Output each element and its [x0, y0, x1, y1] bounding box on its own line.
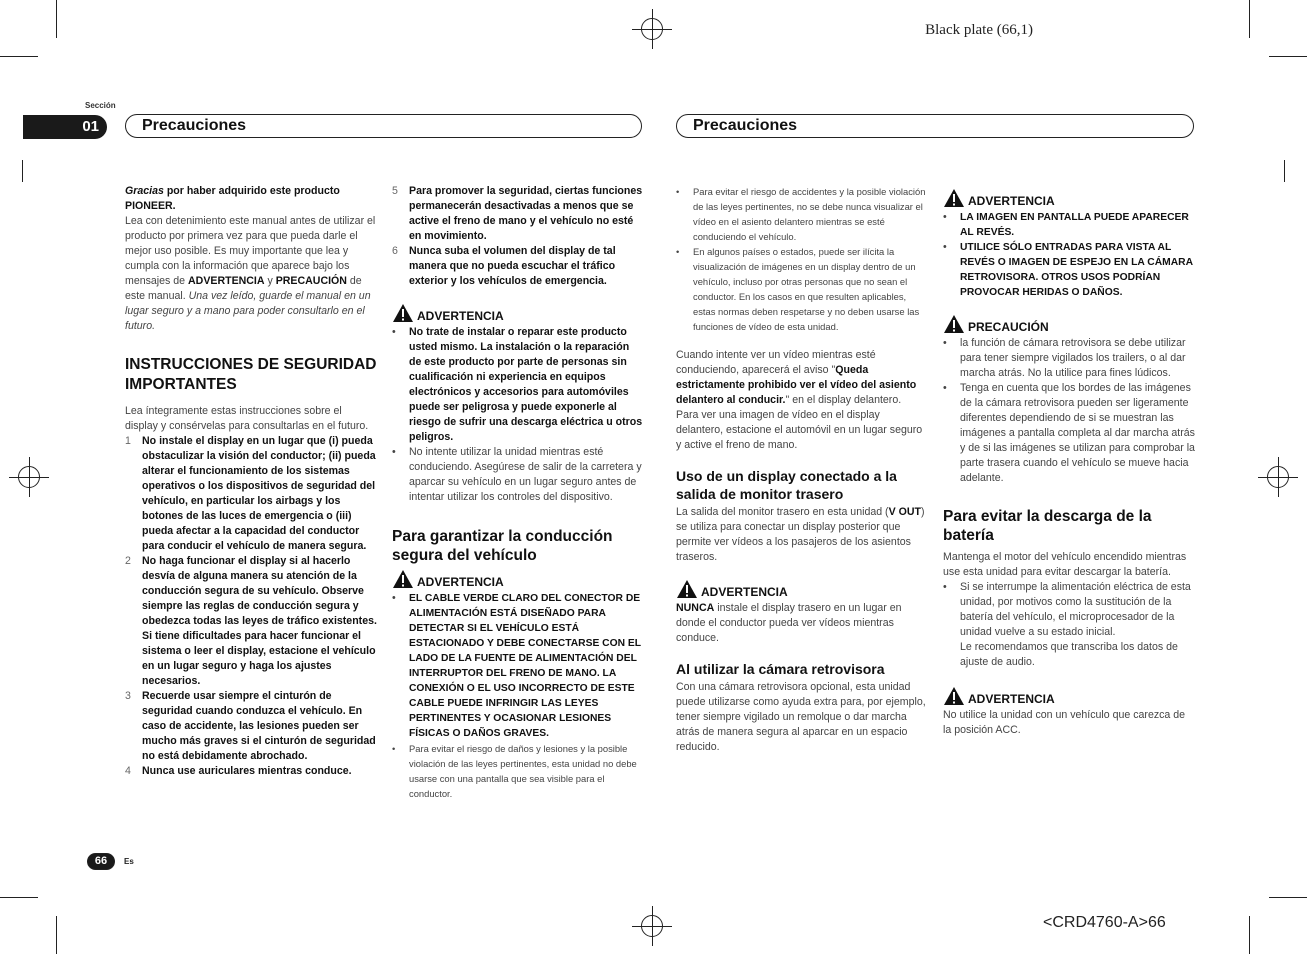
caution-bullet: Tenga en cuenta que los bordes de las imágenes de la cámara retrovisora pueden ser ligeramente diferentes dependiendo de si se muestran las imágenes a pantalla completa al dar marcha atrás y de si las imágenes se utilizan para comprobar la parte trasera cuando el vehículo se mueve hacia adelante. [960, 382, 1195, 484]
intro-text: Lea con detenimiento este manual antes de utilizar el producto por primera vez para que pueda darle el mejor uso posible. Es muy importante que lea y cumpla con la información que aparece bajo los mensajes de [125, 215, 376, 287]
item-text: No haga funcionar el display si al hacerlo desvía de alguna manera su atención de la conducción segura de su vehículo. Observe siempre las reglas de conducción segura y obedezca todas las leyes de tráfico existentes. Si tiene dificultades para hacer funcionar el sistema o leer el display, estacione el vehículo en un lugar seguro y haga los ajustes necesarios. [142, 555, 377, 687]
warning-bold: NUNCA [676, 602, 715, 614]
header-right [676, 114, 1194, 138]
column-1 [125, 184, 377, 779]
warning-bullet: EL CABLE VERDE CLARO DEL CONECTOR DE ALIMENTACIÓN ESTÁ DISEÑADO PARA DETECTAR SI EL VEHÍCULO ESTÁ ESTACIONADO Y DEBE CONECTARSE CON EL LADO DE LA FUENTE DE ALIMENTACIÓN DEL INTERRUPTOR DEL FRENO DE MANO. LA CONEXIÓN O EL USO INCORRECTO DE ESTE CABLE PUEDE INFRINGIR LAS LEYES PERTINENTES Y OCASIONAR LESIONES FÍSICAS O DAÑOS GRAVES. [409, 593, 641, 739]
paragraph-text: Con una cámara retrovisora opcional, esta unidad puede utilizarse como ayuda extra para, por ejemplo, tener siempre vigilado un remolque o dar marcha atrás de manera segura al aparcar en un espacio reducido. [676, 681, 926, 753]
warning-bullet: Para evitar el riesgo de daños y lesiones y la posible violación de las leyes pertinentes, esta unidad no debe usarse con una pantalla que sea visible para el conductor. [409, 743, 637, 799]
header-right-title: Precauciones [693, 117, 798, 134]
warning-text: No utilice la unidad con un vehículo que carezca de la posición ACC. [943, 709, 1186, 736]
warning-label: ADVERTENCIA [968, 194, 1055, 208]
warning-text: instale el display trasero en un lugar en donde el conductor pueda ver vídeos mientras conduce. [676, 602, 902, 644]
caution-label: PRECAUCIÓN [968, 320, 1049, 334]
item-number: 1 [125, 435, 131, 447]
intro-thanks: Gracias [125, 185, 164, 197]
warning-icon [676, 579, 698, 599]
warning-label: ADVERTENCIA [968, 692, 1055, 706]
crop-mark [22, 160, 23, 182]
warning-bullet: LA IMAGEN EN PANTALLA PUEDE APARECER AL REVÉS. [960, 212, 1189, 238]
section-number: 01 [82, 118, 99, 135]
item-text: Nunca suba el volumen del display de tal manera que no pueda escuchar el tráfico exterior y los vehículos de emergencia. [409, 245, 616, 287]
item-text: Recuerde usar siempre el cinturón de seguridad cuando conduzca el vehículo. En caso de accidente, las lesiones pueden ser mucho más graves si el cinturón de seguridad no está debidamente abrochado. [142, 690, 376, 762]
safety-lead: Lea íntegramente estas instrucciones sobre el display y consérvelas para consultarlas en el futuro. [125, 405, 369, 432]
numbered-item [125, 554, 377, 689]
item-number: 2 [125, 555, 131, 567]
header-left-title: Precauciones [142, 117, 247, 134]
crop-mark [1284, 160, 1285, 182]
column-4: ADVERTENCIA • LA IMAGEN EN PANTALLA PUEDE APARECER AL REVÉS. • UTILICE SÓLO ENTRADAS PARA VISTA AL REVÉS O IMAGEN DE ESPEJO EN LA CÁMARA RETROVISORA. OTROS USOS PODRÍAN PROVOCAR HERIDAS O DAÑOS. PRECAUCIÓN • la función de cámara retrovisora se debe utilizar para tener siempre vigilados los trailers, o al dar marcha atrás. No la utilice para fines lúdicos. • Tenga en cuenta que los bordes de las imágenes de la cámara retrovisora pueden ser ligeramente diferentes dependiendo de si se muestran las imágenes a pantalla completa al dar marcha atrás y de si las imágenes se utilizan para comprobar la parte trasera cuando el vehículo se mueve hacia adelante. Para evitar la descarga de la batería Mantenga el motor del vehículo encendido mientras use esta unidad para evitar descargar la batería. • Si se interrumpe la alimentación eléctrica de esta unidad, por motivos como la sustitución de la batería del vehículo, el microprocesador de la unidad vuelve a su estado inicial. Le recomendamos que transcriba los datos de ajuste de audio. ADVERTENCIA No utilice la unidad con un vehículo que carezca de la posición ACC. [943, 188, 1195, 738]
crop-mark [1269, 897, 1307, 898]
item-text: Nunca use auriculares mientras conduce. [142, 765, 352, 777]
heading-rear-display: Uso de un display conectado a la salida de monitor trasero [676, 468, 897, 502]
warning-block-1 [392, 303, 644, 323]
warning-block-3 [676, 579, 926, 599]
plate-label: Black plate (66,1) [925, 22, 1033, 38]
paragraph-bold: Queda estrictamente prohibido ver el vídeo del asiento delantero al conducir. [676, 364, 917, 406]
intro-text-and: y [264, 275, 276, 287]
paragraph-text: ) se utiliza para conectar un display posterior que permite ver vídeos a los pasajeros de los asientos traseros. [676, 506, 925, 563]
language-code: Es [124, 857, 134, 866]
warning-label: ADVERTENCIA [417, 575, 504, 589]
crop-mark [1269, 56, 1307, 57]
caution-bullet: la función de cámara retrovisora se debe utilizar para tener siempre vigilados los trailers, o al dar marcha atrás. No la utilice para fines lúdicos. [960, 337, 1186, 379]
warning-bullet: No trate de instalar o reparar este producto usted mismo. La instalación o la reparación de este producto por parte de personas sin cualificación ni experiencia en equipos electrónicos y accesorios para automóviles puede ser peligrosa y puede exponerle al riesgo de sufrir una descarga eléctrica u otros peligros. [409, 326, 643, 443]
crop-mark [56, 0, 57, 38]
bullet-item: Si se interrumpe la alimentación eléctrica de esta unidad, por motivos como la sustitución de la batería del vehículo, el microprocesador de la unidad vuelve a su estado inicial. [960, 581, 1191, 638]
item-text: Para promover la seguridad, ciertas funciones permanecerán desactivadas a menos que se active el freno de mano y el vehículo no esté en movimiento. [409, 185, 643, 242]
item-number: 6 [392, 245, 398, 257]
column-3: • Para evitar el riesgo de accidentes y la posible violación de las leyes pertinentes, no se debe nunca visualizar el vídeo en el asiento delantero mientras se esté conduciendo el vehículo. • En algunos países o estados, puede ser ilícita la visualización de imágenes en un display dentro de un vehículo, incluso por otras personas que no sean el conductor. En los casos en que resulten aplicables, estas normas deben respetarse y no deben usarse las funciones de vídeo de esta unidad. Cuando intente ver un vídeo mientras esté conduciendo, aparecerá el aviso "Queda estrictamente prohibido ver el vídeo del asiento delantero al conducir." en el display delantero. Para ver una imagen de vídeo en el display delantero, estacione el automóvil en un lugar seguro y active el freno de mano. Uso de un display conectado a la salida de monitor trasero La salida del monitor trasero en esta unidad (V OUT) se utiliza para conectar un display posterior que permite ver vídeos a los pasajeros de los asientos traseros. ADVERTENCIA NUNCA instale el display trasero en un lugar en donde el conductor pueda ver vídeos mientras conduce. Al utilizar la cámara retrovisora Con una cámara retrovisora opcional, esta unidad puede utilizarse como ayuda extra para, por ejemplo, tener siempre vigilado un remolque o dar marcha atrás de manera segura al aparcar en un espacio reducido. [676, 186, 926, 753]
section-number-tab [23, 115, 107, 139]
heading-rear-camera: Al utilizar la cámara retrovisora [676, 661, 885, 677]
heading-battery: Para evitar la descarga de la batería [943, 508, 1152, 544]
crop-mark [1249, 0, 1250, 38]
column-2: 5 Para promover la seguridad, ciertas funciones permanecerán desactivadas a menos que se active el freno de mano y el vehículo no esté en movimiento. 6 Nunca suba el volumen del display de tal manera que no pueda escuchar el tráfico exterior y los vehículos de emergencia. ADVERTENCIA • No trate de instalar o reparar este producto usted mismo. La instalación o la reparación de este producto por parte de personas sin cualificación ni experiencia en equipos electrónicos y accesorios para automóviles puede ser peligrosa y puede exponerle al riesgo de sufrir una descarga eléctrica u otros peligros. • No intente utilizar la unidad mientras esté conduciendo. Asegúrese de salir de la carretera y aparcar su vehículo en un lugar seguro antes de intentar utilizar los controles del dispositivo. Para garantizar la conducción segura del vehículo ADVERTENCIA • EL CABLE VERDE CLARO DEL CONECTOR DE ALIMENTACIÓN ESTÁ DISEÑADO PARA DETECTAR SI EL VEHÍCULO ESTÁ ESTACIONADO Y DEBE CONECTARSE CON EL LADO DE LA FUENTE DE ALIMENTACIÓN DEL INTERRUPTOR DEL FRENO DE MANO. LA CONEXIÓN O EL USO INCORRECTO DE ESTE CABLE PUEDE INFRINGIR LAS LEYES PERTINENTES Y OCASIONAR LESIONES FÍSICAS O DAÑOS GRAVES. • Para evitar el riesgo de daños y lesiones y la posible violación de las leyes pertinentes, esta unidad no debe usarse con una pantalla que sea visible para el conductor. [392, 185, 643, 799]
paragraph-text: La salida del monitor trasero en esta unidad ( [676, 506, 889, 518]
crop-mark [1249, 916, 1250, 954]
intro-text-manual: de este manual. [125, 275, 362, 302]
section-label: Sección [85, 101, 116, 110]
paragraph-bold: V OUT [888, 506, 921, 518]
bullet-item: En algunos países o estados, puede ser ilícita la visualización de imágenes en un display dentro de un vehículo, incluso por otras personas que no sean el conductor. En los casos en que resulten aplicables, estas normas deben respetarse y no deben usarse las funciones de vídeo de esta unidad. [693, 246, 920, 332]
warning-label: ADVERTENCIA [417, 309, 504, 323]
warning-block-4 [943, 188, 1195, 208]
numbered-item [125, 689, 377, 764]
caution-icon [943, 314, 965, 334]
item-number: 4 [125, 765, 131, 777]
intro-thanks-rest: por haber adquirido este producto PIONEER. [125, 185, 340, 212]
item-number: 5 [392, 185, 398, 197]
heading-safety-instructions: INSTRUCCIONES DE SEGURIDAD IMPORTANTES [125, 356, 377, 393]
safety-list [125, 434, 377, 779]
page-number-badge [87, 853, 115, 870]
caution-block [943, 314, 1195, 334]
intro-caution-word: PRECAUCIÓN [275, 275, 347, 287]
crop-mark [0, 56, 38, 57]
paragraph-text: " en el display delantero. [785, 394, 902, 406]
numbered-item [125, 434, 377, 554]
bullet-item-note: Le recomendamos que transcriba los datos de ajuste de audio. [960, 641, 1178, 668]
document-code: <CRD4760-A>66 [1043, 914, 1166, 931]
item-text: No instale el display en un lugar que (i) pueda obstaculizar la visión del conductor; (ii) pueda alterar el funcionamiento de los sistemas operativos o los dispositivos de seguridad del vehículo, en particular los airbags y los botones de las luces de emergencia o (iii) pueda afectar a la capacidad del conductor para conducir el vehículo de manera segura. [142, 435, 376, 552]
numbered-item [125, 764, 377, 779]
warning-icon [392, 303, 414, 323]
warning-icon [392, 569, 414, 589]
crop-mark [56, 916, 57, 954]
registration-mark [632, 9, 672, 49]
bullet-item: Para evitar el riesgo de accidentes y la posible violación de las leyes pertinentes, no se debe nunca visualizar el vídeo en el asiento delantero mientras se esté conduciendo el vehículo. [693, 186, 926, 242]
warning-bullet: No intente utilizar la unidad mientras esté conduciendo. Asegúrese de salir de la carretera y aparcar su vehículo en un lugar seguro antes de intentar utilizar los controles del dispositivo. [409, 446, 642, 503]
paragraph-text: Mantenga el motor del vehículo encendido mientras use esta unidad para evitar descargar la batería. [943, 551, 1187, 578]
page-number: 66 [94, 855, 108, 867]
numbered-item [392, 244, 644, 289]
intro-warning-word: ADVERTENCIA [188, 275, 265, 287]
warning-icon [943, 686, 965, 706]
registration-mark [1258, 457, 1298, 497]
registration-mark [9, 457, 49, 497]
paragraph-text: Cuando intente ver un vídeo mientras esté conduciendo, aparecerá el aviso " [676, 349, 876, 376]
heading-safe-driving: Para garantizar la conducción segura del vehículo [392, 528, 613, 564]
warning-label: ADVERTENCIA [701, 585, 788, 599]
item-number: 3 [125, 690, 131, 702]
numbered-item [392, 184, 644, 244]
warning-bullet: UTILICE SÓLO ENTRADAS PARA VISTA AL REVÉS O IMAGEN DE ESPEJO EN LA CÁMARA RETROVISORA. OTROS USOS PODRÍAN PROVOCAR HERIDAS O DAÑOS. [960, 242, 1193, 298]
intro-text-keep: Una vez leído, guarde el manual en un lugar seguro y a mano para poder consultarlo en el futuro. [125, 290, 371, 332]
warning-block-2 [392, 569, 644, 589]
warning-icon [943, 188, 965, 208]
registration-mark [632, 906, 672, 946]
paragraph-text: Para ver una imagen de vídeo en el display delantero, estacione el automóvil en un lugar seguro y active el freno de mano. [676, 409, 923, 451]
crop-mark [0, 897, 38, 898]
safety-list-continued [392, 184, 644, 289]
header-left [125, 114, 642, 138]
warning-block-5 [943, 686, 1195, 706]
